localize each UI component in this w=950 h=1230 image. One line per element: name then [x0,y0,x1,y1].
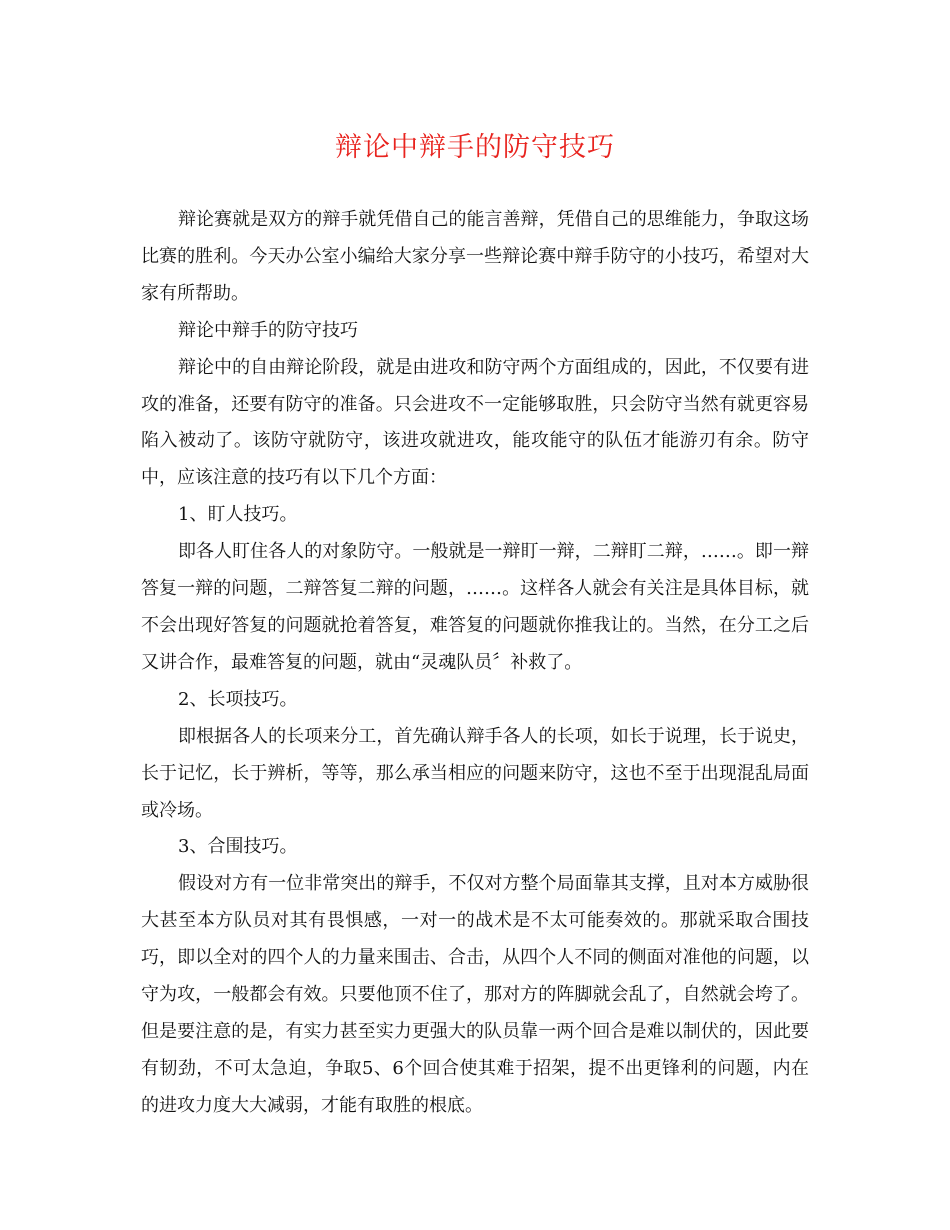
paragraph-heading-2: 2、长项技巧。 [178,688,298,710]
paragraph-heading-1: 1、盯人技巧。 [178,504,298,526]
paragraph-subtitle: 辩论中辩手的防守技巧 [178,319,358,341]
paragraph-overview: 辩论中的自由辩论阶段，就是由进攻和防守两个方面组成的，因此，不仅要有进攻的准备，还要有防守的准备。只会进攻不一定能够取胜，只会防守当然有就更容易陷入被动了。该防守就防守，该进攻就进攻，能攻能守的队伍才能游刃有余。防守中，应该注意的技巧有以下几个方面： [141,356,809,489]
document-title: 辩论中辩手的防守技巧 [335,132,615,163]
paragraph-section-3: 假设对方有一位非常突出的辩手，不仅对方整个局面靠其支撑，且对本方威胁很大甚至本方队员对其有畏惧感，一对一的战术是不太可能奏效的。那就采取合围技巧，即以全对的四个人的力量来围击、合击，从四个人不同的侧面对准他的问题，以守为攻，一般都会有效。只要他顶不住了，那对方的阵脚就会乱了，自然就会垮了。但是要注意的是，有实力甚至实力更强大的队员靠一两个回合是难以制伏的，因此要有韧劲，不可太急迫，争取5、6个回合使其难于招架，提不出更锋利的问题，内在的进攻力度大大减弱，才能有取胜的根底。 [141,873,809,1116]
document-body [141,202,809,1125]
paragraph-section-2: 即根据各人的长项来分工，首先确认辩手各人的长项，如长于说理，长于说史，长于记忆，长于辨析，等等，那么承当相应的问题来防守，这也不至于出现混乱局面或冷场。 [141,725,809,821]
paragraph-section-1: 即各人盯住各人的对象防守。一般就是一辩盯一辩，二辩盯二辩，……。即一辩答复一辩的问题，二辩答复二辩的问题，……。这样各人就会有关注是具体目标，就不会出现好答复的问题就抢着答复，难答复的问题就你推我让的。当然，在分工之后又讲合作，最难答复的问题，就由“灵魂队员〞补救了。 [141,541,809,673]
paragraph-heading-3: 3、合围技巧。 [178,836,298,858]
paragraph-intro: 辩论赛就是双方的辩手就凭借自己的能言善辩，凭借自己的思维能力，争取这场比赛的胜利。今天办公室小编给大家分享一些辩论赛中辩手防守的小技巧，希望对大家有所帮助。 [141,209,809,304]
